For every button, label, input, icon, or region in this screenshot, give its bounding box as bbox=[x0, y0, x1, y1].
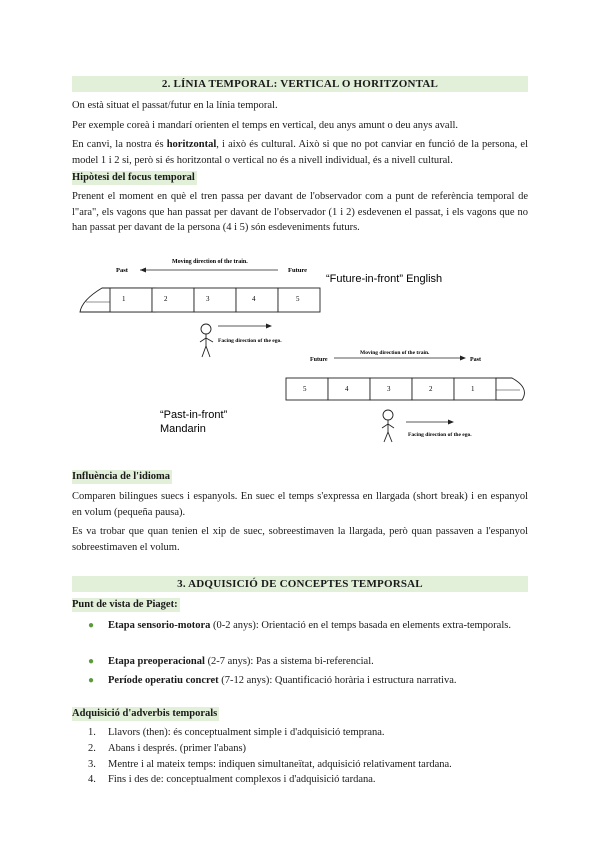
bottom-facing-arrowhead bbox=[448, 420, 454, 425]
list-item bbox=[88, 757, 528, 772]
bottom-past-label: Past bbox=[470, 357, 481, 363]
bottom-train-nose bbox=[496, 378, 524, 400]
bottom-future-label: Future bbox=[310, 357, 328, 363]
stage-rest: (7-12 anys): Quantificació horària i estructura narrativa. bbox=[218, 675, 457, 686]
list-text: Llavors (then): és conceptualment simple i d'adquisició temprana. bbox=[108, 727, 385, 738]
train-diagram bbox=[72, 250, 528, 450]
list-item bbox=[88, 725, 528, 740]
list-number: 1. bbox=[88, 727, 96, 738]
top-car-2 bbox=[152, 288, 194, 312]
hypothesis-title: Hipòtesi del focus temporal bbox=[72, 172, 195, 183]
top-car-label-4: 4 bbox=[252, 295, 256, 303]
bottom-car-label-5: 5 bbox=[303, 385, 307, 393]
p3-bold: horitzontal bbox=[166, 139, 217, 150]
bottom-car-label-1: 1 bbox=[471, 385, 475, 393]
stage-item bbox=[88, 673, 528, 689]
hypothesis-text: Prenent el moment en què el tren passa per davant de l'observador com a punt de referència temporal de l"ara", els vagons que han passat per davant de l'observador (1 i 2) esdevenen el passat, i els vagons que no han passat per davant de la persona (4 i 5) són esdeveniments futurs. bbox=[72, 191, 528, 233]
list-text: Mentre i al mateix temps: indiquen simultaneïtat, adquisició relativament tardana. bbox=[108, 759, 452, 770]
top-car-label-5: 5 bbox=[296, 295, 300, 303]
list-text: Fins i des de: conceptualment complexos i d'adquisició tardana. bbox=[108, 774, 376, 785]
bottom-caption-2: Mandarin bbox=[160, 423, 206, 435]
top-car-label-1: 1 bbox=[122, 295, 126, 303]
list-number: 2. bbox=[88, 743, 96, 754]
stage-rest: (0-2 anys): Orientació en el temps basada en elements extra-temporals. bbox=[210, 620, 511, 631]
list-number: 3. bbox=[88, 759, 96, 770]
paragraph-example: Per exemple coreà i mandarí orienten el temps en vertical, deu anys amunt o deu anys avall. bbox=[72, 120, 459, 131]
bullet-icon: ● bbox=[88, 656, 95, 667]
bottom-train-cars bbox=[286, 378, 496, 400]
top-caption: “Future-in-front” English bbox=[326, 273, 443, 285]
adverbs-title: Adquisició d'adverbis temporals bbox=[72, 708, 218, 719]
top-car-1 bbox=[110, 288, 152, 312]
paragraph-horizontal bbox=[72, 137, 528, 168]
bullet-icon: ● bbox=[88, 675, 95, 686]
top-future-label: Future bbox=[288, 267, 308, 274]
influence-title: Influència de l'idioma bbox=[72, 471, 171, 482]
bottom-facing-label: Facing direction of the ego. bbox=[408, 432, 472, 438]
list-text: Abans i després. (primer l'abans) bbox=[108, 743, 247, 754]
top-car-label-3: 3 bbox=[206, 295, 210, 303]
stage-item bbox=[88, 654, 528, 670]
top-car-3 bbox=[194, 288, 236, 312]
top-moving-arrowhead bbox=[140, 268, 146, 273]
bottom-observer-icon bbox=[382, 410, 394, 442]
stage-bold: Etapa preoperacional bbox=[108, 656, 205, 667]
bottom-moving-arrowhead bbox=[460, 356, 466, 361]
bottom-caption-1: “Past-in-front” bbox=[160, 409, 228, 421]
piaget-title: Punt de vista de Piaget: bbox=[72, 599, 178, 610]
stage-item bbox=[88, 618, 528, 634]
top-car-label-2: 2 bbox=[164, 295, 168, 303]
bottom-car-label-4: 4 bbox=[345, 385, 349, 393]
top-observer-icon bbox=[200, 324, 213, 357]
top-past-label: Past bbox=[116, 267, 128, 274]
bullet-icon: ● bbox=[88, 620, 95, 631]
bottom-car-1 bbox=[454, 378, 496, 400]
top-moving-label: Moving direction of the train. bbox=[172, 259, 248, 265]
bottom-car-label-3: 3 bbox=[387, 385, 391, 393]
stage-bold: Etapa sensorio-motora bbox=[108, 620, 211, 631]
stage-bold: Període operatiu concret bbox=[108, 675, 219, 686]
top-facing-arrowhead bbox=[266, 324, 272, 329]
bottom-car-2 bbox=[412, 378, 454, 400]
section-2-heading: 2. LÍNIA TEMPORAL: VERTICAL O HORITZONTAL bbox=[72, 76, 528, 92]
p3-before: En canvi, la nostra és bbox=[72, 139, 167, 150]
bottom-car-5 bbox=[286, 378, 328, 400]
influence-paragraph-2: Es va trobar que quan tenien el xip de suec, sobreestimaven la llargada, però quan passaven a l'espanyol sobreestimaven el volum. bbox=[72, 526, 528, 553]
bottom-moving-label: Moving direction of the train. bbox=[360, 350, 430, 356]
list-number: 4. bbox=[88, 774, 96, 785]
list-item bbox=[88, 741, 528, 756]
p3-after: , i això és cultural. Això si que no pot canviar en funció de la persona, el model 1 i 2 si, però si és horitzontal o vertical no és a nivell individual, és a nivell cultural. bbox=[72, 139, 528, 166]
section-3-heading: 3. ADQUISICIÓ DE CONCEPTES TEMPORSAL bbox=[72, 576, 528, 592]
list-item bbox=[88, 772, 528, 787]
bottom-car-4 bbox=[328, 378, 370, 400]
top-facing-label: Facing direction of the ego. bbox=[218, 338, 282, 344]
influence-paragraph-1: Comparen bilingues suecs i espanyols. En suec el temps s'expressa en llargada (short break) i en espanyol en volum (pequeña pausa). bbox=[72, 491, 528, 518]
stage-rest: (2-7 anys): Pas a sistema bi-referencial. bbox=[204, 656, 374, 667]
top-train-cars bbox=[96, 288, 320, 312]
paragraph-intro: On està situat el passat/futur en la línia temporal. bbox=[72, 100, 278, 111]
top-car-4 bbox=[236, 288, 278, 312]
bottom-car-label-2: 2 bbox=[429, 385, 433, 393]
bottom-car-3 bbox=[370, 378, 412, 400]
